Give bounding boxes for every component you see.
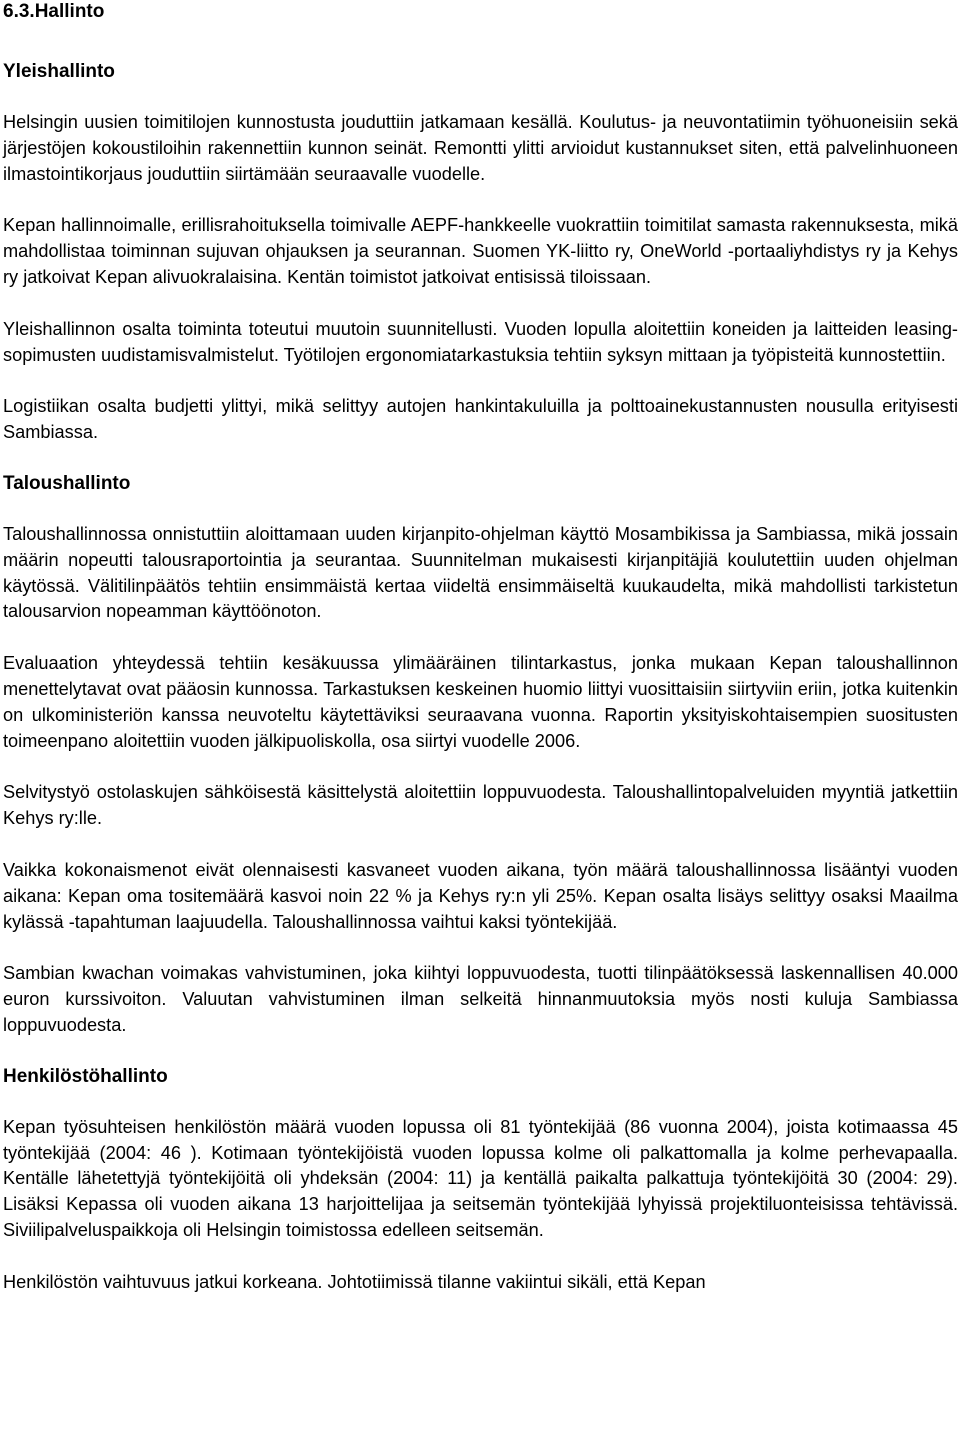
spacer xyxy=(3,1089,958,1115)
paragraph: Yleishallinnon osalta toiminta toteutui muutoin suunnitellusti. Vuoden lopulla aloitettiin koneiden ja laitteiden leasing-sopimusten uudistamisvalmistelut. Työtilojen ergonomiatarkastuksia tehtiin syksyn mittaan ja työpisteitä kunnostettiin. xyxy=(3,318,958,365)
spacer xyxy=(3,187,958,213)
paragraph: Logistiikan osalta budjetti ylittyi, mikä selittyy autojen hankintakuluilla ja polttoainekustannusten nousulla erityisesti Sambiassa. xyxy=(3,396,958,443)
spacer xyxy=(3,832,958,858)
paragraph: Helsingin uusien toimitilojen kunnostusta jouduttiin jatkamaan kesällä. Koulutus- ja neuvontatiimin työhuoneisiin sekä järjestöjen kokoustiloihin rakennettiin kunnon seinät. Remontti ylitti arvioidut kustannukset siten, että palvelinhuoneen ilmastointikorjaus jouduttiin siirtämään seuraavalle vuodelle. xyxy=(3,112,958,184)
section-heading-yleishallinto: Yleishallinto xyxy=(3,61,115,82)
spacer xyxy=(3,26,958,60)
spacer xyxy=(3,446,958,472)
spacer xyxy=(3,754,958,780)
paragraph: Evaluaation yhteydessä tehtiin kesäkuussa ylimääräinen tilintarkastus, jonka mukaan Kepan taloushallinnon menettelytavat ovat pääosin kunnossa. Tarkastuksen keskeinen huomio liittyi vuosittaisiin siirtyviin eriin, jotka kuitenkin on ulkoministeriön kanssa neuvoteltu käytettäviksi seuraavana vuonna. Raportin yksityiskohtaisempien suositusten toimeenpano aloitettiin vuoden jälkipuoliskolla, osa siirtyi vuodelle 2006. xyxy=(3,653,958,751)
spacer xyxy=(3,1244,958,1270)
section-heading-taloushallinto: Taloushallinto xyxy=(3,472,131,494)
section-heading-henkilostohallinto: Henkilöstöhallinto xyxy=(3,1065,168,1087)
spacer xyxy=(3,84,958,110)
paragraph: Henkilöstön vaihtuvuus jatkui korkeana. Johtotiimissä tilanne vakiintui sikäli, että Kepan xyxy=(3,1271,706,1292)
paragraph: Sambian kwachan voimakas vahvistuminen, joka kiihtyi loppuvuodesta, tuotti tilinpäätöksessä laskennallisen 40.000 euron kurssivoiton. Valuutan vahvistuminen ilman selkeitä hinnanmuutoksia myös nosti kuluja Sambiassa loppuvuodesta. xyxy=(3,963,958,1035)
spacer xyxy=(3,368,958,394)
spacer xyxy=(3,1039,958,1065)
paragraph: Vaikka kokonaismenot eivät olennaisesti kasvaneet vuoden aikana, työn määrä taloushallinnossa lisääntyi vuoden aikana: Kepan oma tositemäärä kasvoi noin 22 % ja Kehys ry:n yli 25%. Kepan osalta lisäys selittyy osaksi Maailma kylässä -tapahtuman laajuudella. Taloushallinnossa vaihtui kaksi työntekijää. xyxy=(3,859,958,932)
spacer xyxy=(3,625,958,651)
paragraph: Taloushallinnossa onnistuttiin aloittamaan uuden kirjanpito-ohjelman käyttö Mosambikissa ja Sambiassa, mikä jossain määrin nopeutti talousraportointia ja seurantaa. Suunnitelman mukaisesti kirjanpitäjiä koulutettiin uuden ohjelman käytössä. Välitilinpäätös tehtiin ensimmäistä kertaa viideltä ensimmäiseltä kuukaudelta, mikä mahdollisti tarkistetun talousarvion nopeamman käyttöönoton. xyxy=(3,523,958,622)
paragraph: Selvitystyö ostolaskujen sähköisestä käsittelystä aloitettiin loppuvuodesta. Taloushallintopalveluiden myyntiä jatkettiin Kehys ry:lle. xyxy=(3,782,958,829)
chapter-title: 6.3.Hallinto xyxy=(3,1,105,22)
paragraph: Kepan hallinnoimalle, erillisrahoituksella toimivalle AEPF-hankkeelle vuokrattiin toimitilat samasta rakennuksesta, mikä mahdollistaa toiminnan sujuvan ohjauksen ja seurannan. Suomen YK-liitto ry, OneWorld -portaaliyhdistys ry ja Kehys ry jatkoivat Kepan alivuokralaisina. Kentän toimistot jatkoivat entisissä tiloissaan. xyxy=(3,215,958,287)
spacer xyxy=(3,291,958,317)
document-page xyxy=(3,0,958,1296)
spacer xyxy=(3,935,958,961)
paragraph: Kepan työsuhteisen henkilöstön määrä vuoden lopussa oli 81 työntekijää (86 vuonna 2004), joista kotimaassa 45 työntekijää (2004: 46 ). Kotimaan työntekijöistä vuoden lopussa kolme oli palkattomalla ja kolme perhevapaalla. Kentälle lähetettyjä työntekijöitä oli yhdeksän (2004: 11) ja kentällä paikalta palkattuja työntekijöitä 30 (2004: 29). Lisäksi Kepassa oli vuoden aikana 13 harjoittelijaa ja seitsemän työntekijää lyhyissä projektiluonteisissa tehtävissä. Siviilipalveluspaikkoja oli Helsingin toimistossa edelleen seitsemän. xyxy=(3,1116,958,1240)
spacer xyxy=(3,496,958,522)
